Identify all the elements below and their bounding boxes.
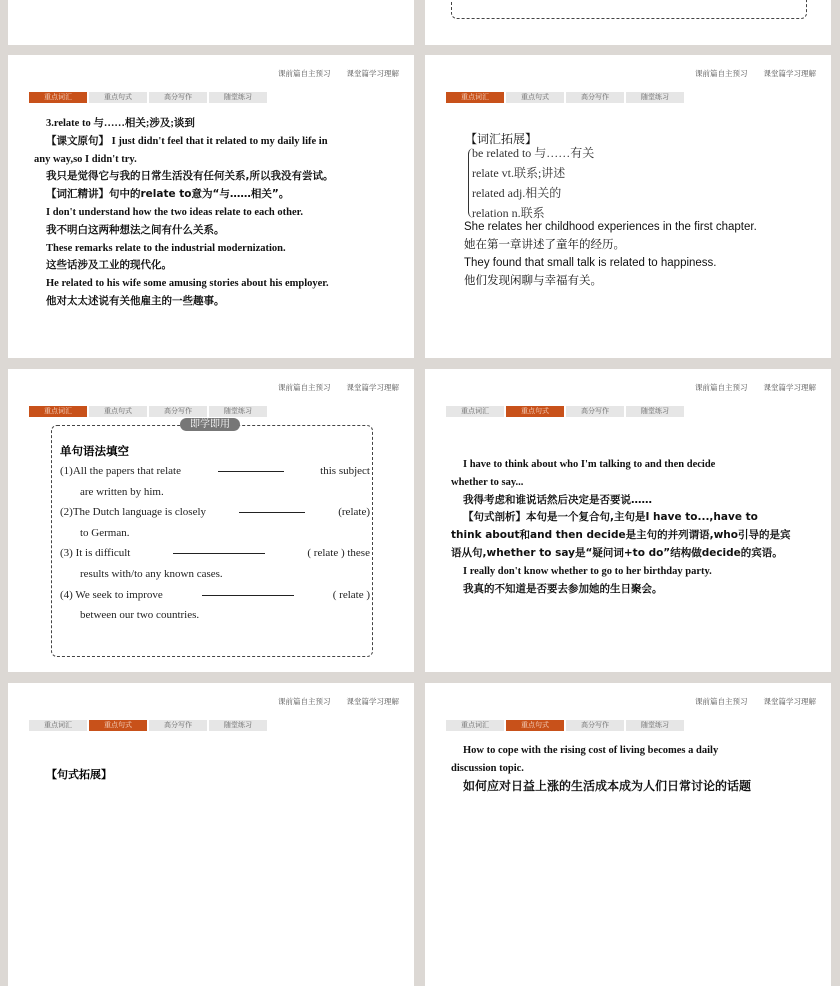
slide-nav (262, 696, 399, 707)
tab-vocabulary[interactable]: 重点词汇 (29, 406, 87, 417)
text-line: 我只是觉得它与我的日常生活没有任何关系,所以我没有尝试。 (46, 170, 334, 183)
tab-sentences[interactable]: 重点句式 (506, 720, 564, 731)
nav-classroom-link[interactable]: 课堂篇学习理解 (763, 383, 816, 392)
question-text: (4) We seek to improve (60, 588, 163, 601)
text-line: whether to say... (451, 476, 524, 488)
list-item: relation n.联系 (472, 206, 545, 220)
text-line: They found that small talk is related to happiness. (464, 257, 717, 269)
text-line: I have to think about who I'm talking to and then decide (463, 459, 716, 470)
tab-practice[interactable]: 随堂练习 (209, 92, 267, 103)
text-line: She relates her childhood experiences in the first chapter. (464, 221, 757, 233)
slide-thumbnail[interactable] (8, 0, 414, 45)
nav-preview-link[interactable]: 课前篇自主预习 (278, 383, 331, 392)
tab-writing[interactable]: 高分写作 (566, 720, 624, 731)
slide-nav (262, 382, 399, 393)
section-tabs (446, 720, 684, 731)
question-text: are written by him. (80, 485, 164, 498)
text-line: 语从句,whether to say是“疑问词+to do”结构做decide的宾语。 (451, 546, 783, 559)
question-text: (relate) (338, 506, 370, 519)
text-line: He related to his wife some amusing stories about his employer. (46, 278, 329, 290)
text-line: How to cope with the rising cost of living becomes a daily (463, 745, 719, 756)
slide-nav (679, 696, 816, 707)
slide-content (451, 456, 805, 598)
slide-thumbnail[interactable] (425, 683, 831, 986)
tab-writing[interactable]: 高分写作 (149, 406, 207, 417)
text-line: think about和and then decide是主句的并列谓语,who引导的是宾 (451, 529, 791, 542)
text-line: any way,so I didn't try. (34, 153, 137, 165)
tab-writing[interactable]: 高分写作 (149, 92, 207, 103)
tab-writing[interactable]: 高分写作 (149, 720, 207, 731)
text-line: 我真的不知道是否要去参加她的生日聚会。 (463, 582, 663, 595)
text-line: 我不明白这两种想法之间有什么关系。 (46, 223, 225, 236)
question-text: (1)All the papers that relate (60, 465, 181, 477)
section-tabs (446, 92, 684, 103)
question-text: results with/to any known cases. (80, 567, 223, 580)
slide-content (34, 115, 388, 311)
text-line: 我得考虑和谁说话然后决定是否要说…… (463, 493, 652, 506)
tab-practice[interactable]: 随堂练习 (626, 720, 684, 731)
word-family-list (472, 143, 594, 223)
section-tabs (29, 406, 267, 417)
section-tabs (29, 720, 267, 731)
tab-vocabulary[interactable]: 重点词汇 (29, 720, 87, 731)
nav-preview-link[interactable]: 课前篇自主预习 (278, 69, 331, 78)
exercise (60, 441, 370, 626)
text-line: 【句式剖析】本句是一个复合句,主句是I have to...,have to (463, 511, 758, 524)
nav-preview-link[interactable]: 课前篇自主预习 (278, 697, 331, 706)
nav-classroom-link[interactable]: 课堂篇学习理解 (346, 383, 399, 392)
tab-sentences[interactable]: 重点句式 (506, 406, 564, 417)
slide-thumbnail[interactable] (8, 369, 414, 672)
question-text: (3) It is difficult (60, 547, 131, 560)
answer-blank[interactable] (173, 543, 265, 554)
slide-nav (679, 68, 816, 79)
nav-preview-link[interactable]: 课前篇自主预习 (695, 69, 748, 78)
slide-nav (679, 382, 816, 393)
exercise-badge: 即学即用 (180, 418, 240, 431)
slide-content (451, 742, 805, 795)
tab-writing[interactable]: 高分写作 (566, 406, 624, 417)
text-line: These remarks relate to the industrial modernization. (46, 242, 286, 254)
examples (464, 218, 757, 290)
tab-sentences[interactable]: 重点句式 (89, 92, 147, 103)
text-line: discussion topic. (451, 762, 524, 774)
nav-classroom-link[interactable]: 课堂篇学习理解 (763, 69, 816, 78)
tab-sentences[interactable]: 重点句式 (89, 720, 147, 731)
slide-thumbnail[interactable] (425, 55, 831, 358)
section-heading: 【词汇拓展】 (465, 132, 538, 146)
tab-vocabulary[interactable]: 重点词汇 (446, 92, 504, 103)
tab-practice[interactable]: 随堂练习 (209, 406, 267, 417)
slide-nav (262, 68, 399, 79)
text-line: 她在第一章讲述了童年的经历。 (464, 239, 625, 251)
slide-thumbnail[interactable] (8, 683, 414, 986)
list-item: related adj.相关的 (472, 186, 562, 200)
nav-preview-link[interactable]: 课前篇自主预习 (695, 697, 748, 706)
slide-thumbnail[interactable] (8, 55, 414, 358)
tab-practice[interactable]: 随堂练习 (626, 406, 684, 417)
text-line: I really don't know whether to go to her birthday party. (463, 565, 712, 577)
tab-vocabulary[interactable]: 重点词汇 (446, 720, 504, 731)
section-heading: 【句式拓展】 (46, 768, 112, 781)
tab-vocabulary[interactable]: 重点词汇 (446, 406, 504, 417)
text-line: 这些话涉及工业的现代化。 (46, 259, 172, 272)
question-text: (2)The Dutch language is closely (60, 506, 207, 519)
tab-practice[interactable]: 随堂练习 (209, 720, 267, 731)
list-item: relate vt.联系;讲述 (472, 166, 566, 180)
text-line: 他们发现闲聊与幸福有关。 (464, 275, 602, 287)
tab-writing[interactable]: 高分写作 (566, 92, 624, 103)
slide-thumbnail[interactable] (425, 0, 831, 45)
text-line: 3.relate to 与……相关;涉及;谈到 (46, 118, 195, 129)
question-text: between our two countries. (80, 609, 200, 622)
slide-thumbnail[interactable] (425, 369, 831, 672)
tab-sentences[interactable]: 重点句式 (506, 92, 564, 103)
text-line: 【课文原句】 I just didn't feel that it related to my daily life in (46, 135, 328, 147)
question-text: to German. (80, 526, 130, 539)
section-tabs (29, 92, 267, 103)
exercise-title: 单句语法填空 (60, 444, 129, 458)
text-line: 他对太太述说有关他雇主的一些趣事。 (46, 294, 225, 307)
tab-practice[interactable]: 随堂练习 (626, 92, 684, 103)
nav-preview-link[interactable]: 课前篇自主预习 (695, 383, 748, 392)
nav-classroom-link[interactable]: 课堂篇学习理解 (763, 697, 816, 706)
question-text: this subject (320, 465, 370, 477)
tab-sentences[interactable]: 重点句式 (89, 406, 147, 417)
answer-blank[interactable] (218, 461, 284, 472)
nav-classroom-link[interactable]: 课堂篇学习理解 (346, 697, 399, 706)
section-tabs (446, 406, 684, 417)
nav-classroom-link[interactable]: 课堂篇学习理解 (346, 69, 399, 78)
dashed-frame (451, 0, 807, 19)
text-line: I don't understand how the two ideas relate to each other. (46, 206, 303, 218)
text-line: 如何应对日益上涨的生活成本成为人们日常讨论的话题 (463, 778, 752, 793)
answer-blank[interactable] (239, 502, 305, 513)
list-item: be related to 与……有关 (472, 146, 595, 160)
text-line: 【词汇精讲】句中的relate to意为“与……相关”。 (46, 188, 290, 201)
question-text: ( relate ) (332, 588, 370, 601)
tab-vocabulary[interactable]: 重点词汇 (29, 92, 87, 103)
answer-blank[interactable] (202, 585, 294, 596)
question-text: ( relate ) these (307, 547, 370, 560)
